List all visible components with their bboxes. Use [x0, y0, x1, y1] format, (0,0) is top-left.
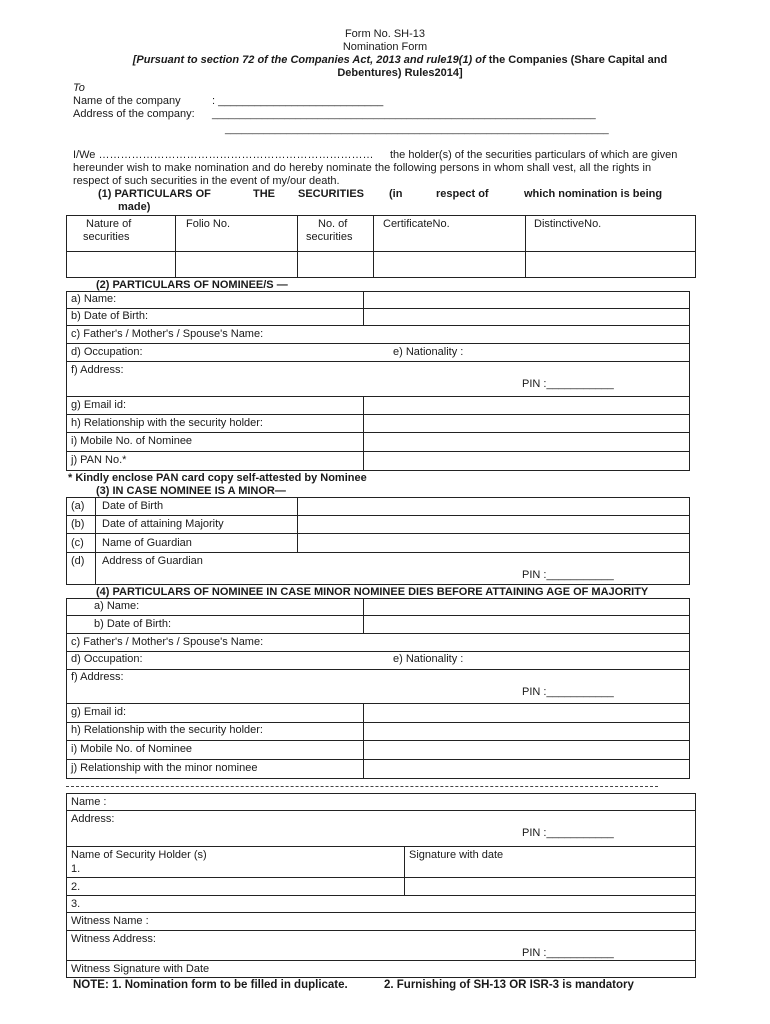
col-certificate-no: CertificateNo.: [383, 218, 450, 230]
nominee-pan-label: j) PAN No.*: [71, 454, 127, 466]
alt-nominee-mobile-label: i) Mobile No. of Nominee: [71, 743, 193, 755]
holder-1: 1.: [71, 863, 81, 875]
nominee-relationship-input[interactable]: [364, 415, 689, 432]
pursuant-italic: [Pursuant to section 72 of the Companies Act, 2013 and rule19(1) of: [132, 54, 486, 66]
section2-heading: (2) PARTICULARS OF NOMINEE/S —: [96, 279, 288, 291]
nominee-dob-label: b) Date of Birth:: [71, 310, 149, 322]
nominee-occupation-label: d) Occupation:: [71, 346, 143, 358]
company-address-field[interactable]: _____________________________________________________________________: [212, 109, 596, 120]
minor-dob-index: (a): [71, 500, 85, 512]
to-label: To: [73, 82, 85, 94]
alt-nominee-address-label: f) Address:: [71, 671, 124, 683]
form-title: Nomination Form: [342, 41, 428, 53]
note-2: 2. Furnishing of SH-13 OR ISR-3 is mandatory: [384, 979, 634, 991]
minor-dob-input[interactable]: [298, 498, 689, 515]
col-no-of-securities: securities: [306, 231, 353, 243]
alt-nominee-email-label: g) Email id:: [71, 706, 127, 718]
alt-nominee-name-input[interactable]: [364, 599, 689, 615]
minor-pin[interactable]: PIN :___________: [522, 569, 614, 581]
nominee-email-input[interactable]: [364, 397, 689, 414]
alt-nominee-minor-rel-input[interactable]: [364, 760, 689, 778]
minor-guardian-input[interactable]: [298, 534, 689, 552]
input-no-of-securities[interactable]: [298, 252, 373, 277]
minor-guardian-label: Name of Guardian: [102, 537, 192, 549]
holder-2-signature[interactable]: [405, 878, 695, 895]
col-nature-of: Nature of: [86, 218, 132, 230]
alt-nominee-relationship-label: h) Relationship with the security holder:: [71, 724, 263, 736]
nominee-relationship-label: h) Relationship with the security holder:: [71, 417, 263, 429]
minor-majority-label: Date of attaining Majority: [102, 518, 224, 530]
nominee-pan-input[interactable]: [364, 452, 689, 470]
alt-nominee-minor-relationship-label: j) Relationship with the minor nominee: [71, 762, 258, 774]
pan-note: * Kindly enclose PAN card copy self-attested by Nominee: [68, 472, 367, 484]
witness-name-label: Witness Name :: [71, 915, 149, 927]
signature-heading: Signature with date: [409, 849, 504, 861]
input-folio[interactable]: [176, 252, 297, 277]
holder-3: 3.: [71, 898, 81, 910]
section1-heading-a: (1) PARTICULARS OF: [98, 188, 211, 200]
bottom-name-input[interactable]: [120, 794, 695, 810]
minor-majority-input[interactable]: [298, 516, 689, 533]
alt-nominee-dob-label: b) Date of Birth:: [94, 618, 172, 630]
alt-nominee-relationship-input[interactable]: [364, 723, 689, 740]
holder-2-input[interactable]: [67, 878, 404, 895]
section4-heading: (4) PARTICULARS OF NOMINEE IN CASE MINOR NOMINEE DIES BEFORE ATTAINING AGE OF MAJORITY: [96, 586, 649, 598]
nominee-pin[interactable]: PIN :___________: [522, 378, 614, 390]
nominee-email-label: g) Email id:: [71, 399, 127, 411]
minor-majority-index: (b): [71, 518, 85, 530]
minor-guardian-index: (c): [71, 537, 84, 549]
intro-line3: respect of such securities in the event of my/our death.: [73, 175, 340, 187]
witness-pin[interactable]: PIN :___________: [522, 947, 614, 959]
section3-heading: (3) IN CASE NOMINEE IS A MINOR—: [96, 485, 286, 497]
alt-nominee-name-label: a) Name:: [94, 600, 140, 612]
holder-2: 2.: [71, 881, 81, 893]
input-nature[interactable]: [67, 252, 175, 277]
intro-line2: hereunder wish to make nomination and do hereby nominate the following persons in whom shall vest, all the rights in: [73, 162, 652, 174]
minor-dob-label: Date of Birth: [102, 500, 164, 512]
pursuant-note: [60, 54, 740, 80]
company-name-label: Name of the company: [73, 95, 181, 107]
holder-1-signature[interactable]: [405, 862, 695, 877]
alt-nominee-pin[interactable]: PIN :___________: [522, 686, 614, 698]
alt-nominee-dob-input[interactable]: [364, 616, 689, 633]
alt-nominee-email-input[interactable]: [364, 704, 689, 722]
note-1: NOTE: 1. Nomination form to be filled in duplicate.: [73, 979, 348, 991]
nominee-mobile-input[interactable]: [364, 433, 689, 451]
alt-nominee-nationality-label: e) Nationality :: [393, 653, 464, 665]
nominee-address-label: f) Address:: [71, 364, 124, 376]
bottom-name-label: Name :: [71, 796, 107, 808]
nominee-nationality-label: e) Nationality :: [393, 346, 464, 358]
minor-guardian-address-label: Address of Guardian: [102, 555, 203, 567]
alt-nominee-mobile-input[interactable]: [364, 741, 689, 759]
col-no-of: No. of: [318, 218, 348, 230]
nominee-name-input[interactable]: [364, 292, 689, 308]
section1-heading-b: THE: [253, 188, 275, 200]
alt-nominee-occupation-label: d) Occupation:: [71, 653, 143, 665]
holder-3-input[interactable]: [67, 896, 695, 912]
intro-holder-name[interactable]: I/We …………………………………………………………………: [73, 149, 374, 161]
holder-name-heading: Name of Security Holder (s): [71, 849, 207, 861]
bottom-pin[interactable]: PIN :___________: [522, 827, 614, 839]
section1-heading-f: which nomination is being: [524, 188, 663, 200]
company-address-field-line2[interactable]: _____________________________________________________________________: [225, 124, 609, 135]
nominee-name-label: a) Name:: [71, 293, 117, 305]
section1-heading-e: respect of: [436, 188, 489, 200]
alt-nominee-parent-label: c) Father's / Mother's / Spouse's Name:: [71, 636, 264, 648]
section1-heading-d: (in: [389, 188, 403, 200]
witness-signature-label: Witness Signature with Date: [71, 963, 210, 975]
nominee-mobile-label: i) Mobile No. of Nominee: [71, 435, 193, 447]
section1-heading-g: made): [118, 201, 151, 213]
nominee-parent-label: c) Father's / Mother's / Spouse's Name:: [71, 328, 264, 340]
witness-name-input[interactable]: [160, 913, 695, 930]
company-address-label: Address of the company:: [73, 108, 195, 120]
input-distinctive[interactable]: [526, 252, 695, 277]
witness-address-label: Witness Address:: [71, 933, 156, 945]
col-securities: securities: [83, 231, 130, 243]
holder-1-input[interactable]: [67, 862, 404, 877]
bottom-address-label: Address:: [71, 813, 115, 825]
company-name-field[interactable]: : ___________________________: [212, 95, 384, 107]
input-certificate[interactable]: [374, 252, 525, 277]
minor-guardian-address-index: (d): [71, 555, 85, 567]
form-header: [0, 28, 770, 54]
col-distinctive-no: DistinctiveNo.: [534, 218, 602, 230]
nominee-dob-input[interactable]: [364, 309, 689, 325]
col-folio-no: Folio No.: [186, 218, 231, 230]
intro-line1-right: the holder(s) of the securities particulars of which are given: [390, 149, 678, 161]
separator-dashed: [66, 786, 658, 787]
pursuant-line2: Debentures) Rules2014]: [337, 67, 463, 79]
form-number: Form No. SH-13: [344, 28, 426, 40]
pursuant-rest: the Companies (Share Capital and: [485, 54, 668, 66]
section1-heading-c: SECURITIES: [298, 188, 365, 200]
